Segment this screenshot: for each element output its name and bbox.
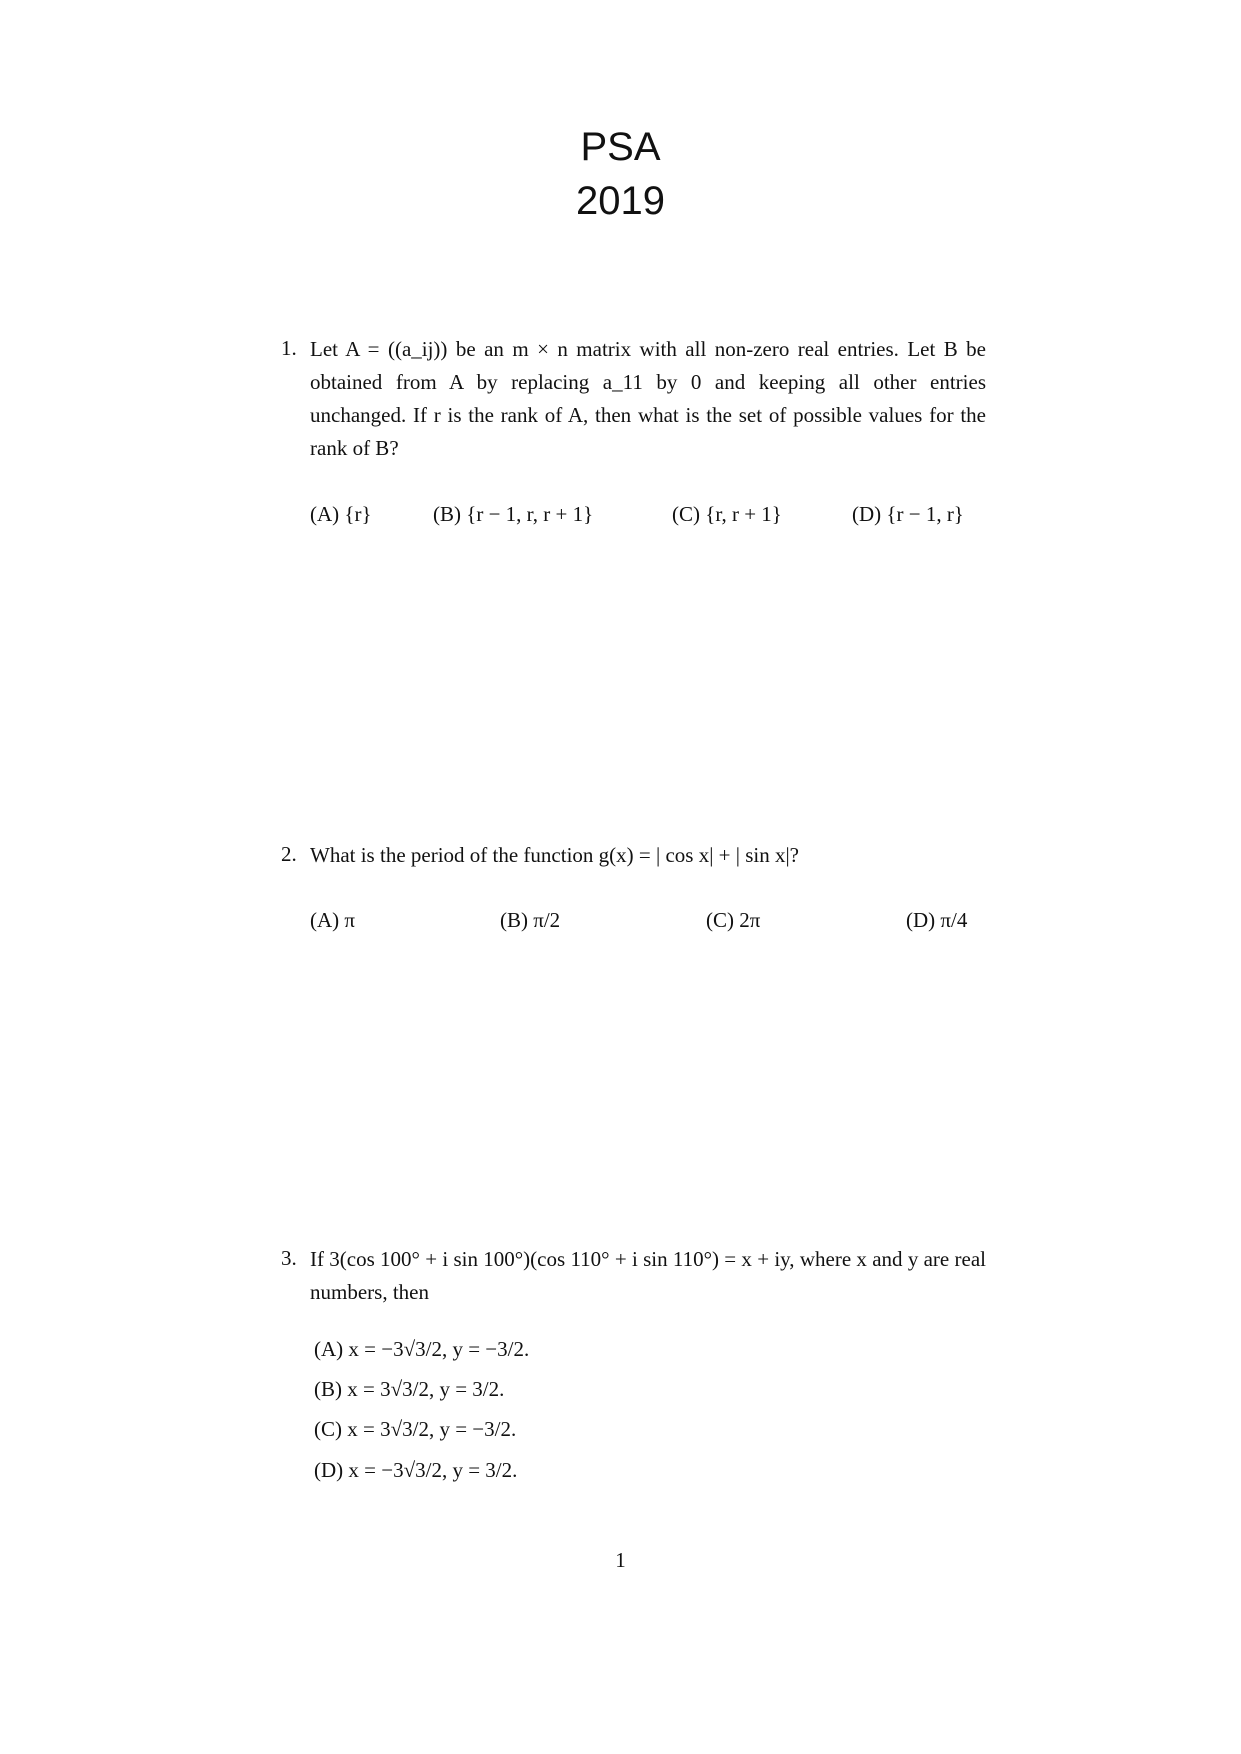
page-year: 2019 [576,179,665,223]
question-text: What is the period of the function g(x) = | cos x| + | sin x|? [310,843,799,867]
question-text: If 3(cos 100° + i sin 100°)(cos 110° + i sin 110°) = x + iy, where x and y are real numbers, then [310,1247,986,1304]
option-d: (D) {r − 1, r} [852,502,964,526]
option-d: (D) π/4 [906,908,968,932]
question-text: Let A = ((a_ij)) be an m × n matrix with all non-zero real entries. Let B be obtained from A by replacing a_11 by 0 and keeping all other entries unchanged. If r is the rank of A, then what is the set of possible values for the rank of B? [310,337,986,460]
question-number: 3. [281,1246,297,1270]
option-d: (D) x = −3√3/2, y = 3/2. [314,1458,518,1482]
option-a: (A) x = −3√3/2, y = −3/2. [314,1337,530,1361]
option-a: (A) π [310,908,356,932]
option-b: (B) {r − 1, r, r + 1} [433,502,594,526]
option-a: (A) {r} [310,502,372,526]
page-number: 1 [615,1548,626,1572]
option-c: (C) 2π [706,908,761,932]
option-c: (C) x = 3√3/2, y = −3/2. [314,1417,517,1441]
option-b: (B) π/2 [500,908,561,932]
question-number: 2. [281,842,297,866]
option-c: (C) {r, r + 1} [672,502,782,526]
question-number: 1. [281,336,297,360]
option-b: (B) x = 3√3/2, y = 3/2. [314,1377,505,1401]
page-title: PSA [580,125,661,169]
